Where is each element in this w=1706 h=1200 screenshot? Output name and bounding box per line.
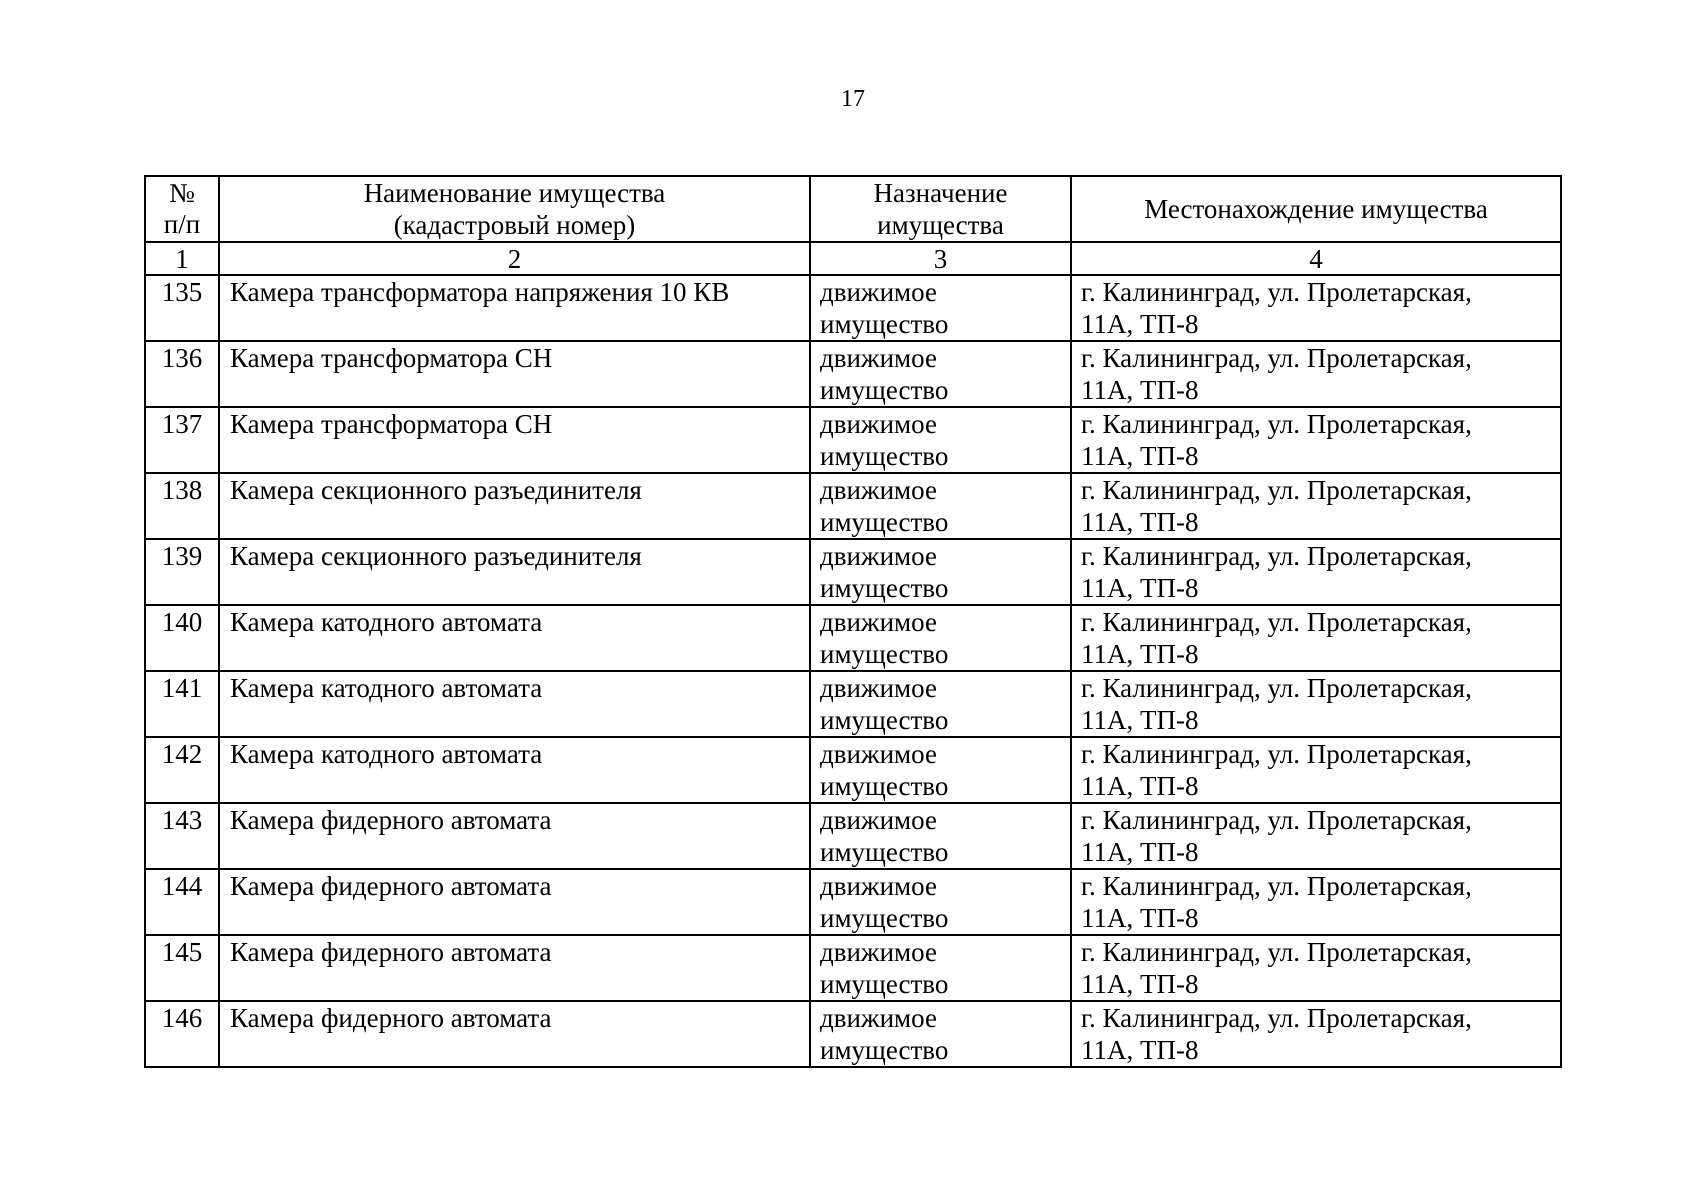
purpose-line2: имущество (820, 705, 949, 735)
purpose-line1: движимое (820, 871, 937, 901)
property-purpose (810, 341, 1071, 407)
property-purpose (810, 407, 1071, 473)
table-row (145, 803, 1561, 869)
property-name: Камера трансформатора напряжения 10 КВ (219, 275, 810, 341)
purpose-line1: движимое (820, 937, 937, 967)
table-row (145, 737, 1561, 803)
purpose-line2: имущество (820, 441, 949, 471)
location-line1: г. Калининград, ул. Пролетарская, (1081, 277, 1472, 307)
purpose-line1: движимое (820, 409, 937, 439)
property-name: Камера трансформатора СН (219, 407, 810, 473)
row-number: 135 (145, 275, 219, 341)
purpose-line1: движимое (820, 805, 937, 835)
row-number: 136 (145, 341, 219, 407)
table-row (145, 341, 1561, 407)
row-number: 142 (145, 737, 219, 803)
location-line2: 11А, ТП-8 (1081, 903, 1199, 933)
location-line1: г. Калининград, ул. Пролетарская, (1081, 871, 1472, 901)
table-row (145, 1001, 1561, 1067)
property-name: Камера секционного разъединителя (219, 473, 810, 539)
purpose-line2: имущество (820, 573, 949, 603)
purpose-line2: имущество (820, 771, 949, 801)
header-row (145, 176, 1561, 242)
header-name (219, 176, 810, 242)
purpose-line1: движимое (820, 541, 937, 571)
location-line1: г. Калининград, ул. Пролетарская, (1081, 541, 1472, 571)
property-location (1071, 407, 1561, 473)
property-location (1071, 605, 1561, 671)
header-number-line2: п/п (163, 209, 201, 239)
row-number: 140 (145, 605, 219, 671)
column-number-1: 1 (145, 242, 219, 275)
table-header (145, 176, 1561, 275)
property-purpose (810, 1001, 1071, 1067)
table-row (145, 407, 1561, 473)
property-name: Камера фидерного автомата (219, 869, 810, 935)
table-row (145, 671, 1561, 737)
property-table (144, 175, 1562, 1068)
location-line2: 11А, ТП-8 (1081, 837, 1199, 867)
row-number: 143 (145, 803, 219, 869)
header-purpose-line2: имущества (877, 210, 1004, 240)
row-number: 144 (145, 869, 219, 935)
property-purpose (810, 803, 1071, 869)
property-location (1071, 1001, 1561, 1067)
row-number: 141 (145, 671, 219, 737)
purpose-line2: имущество (820, 969, 949, 999)
property-location (1071, 869, 1561, 935)
location-line2: 11А, ТП-8 (1081, 771, 1199, 801)
column-number-4: 4 (1071, 242, 1561, 275)
purpose-line1: движимое (820, 739, 937, 769)
location-line2: 11А, ТП-8 (1081, 441, 1199, 471)
property-location (1071, 671, 1561, 737)
property-location (1071, 539, 1561, 605)
property-location (1071, 803, 1561, 869)
row-number: 145 (145, 935, 219, 1001)
location-line1: г. Калининград, ул. Пролетарская, (1081, 937, 1472, 967)
header-location: Местонахождение имущества (1071, 176, 1561, 242)
row-number: 137 (145, 407, 219, 473)
purpose-line1: движимое (820, 1003, 937, 1033)
property-purpose (810, 605, 1071, 671)
table-row (145, 473, 1561, 539)
page-number: 17 (841, 86, 865, 112)
property-name: Камера фидерного автомата (219, 935, 810, 1001)
table-row (145, 539, 1561, 605)
property-purpose (810, 935, 1071, 1001)
purpose-line1: движимое (820, 673, 937, 703)
location-line1: г. Калининград, ул. Пролетарская, (1081, 1003, 1472, 1033)
location-line2: 11А, ТП-8 (1081, 705, 1199, 735)
purpose-line1: движимое (820, 475, 937, 505)
column-number-row (145, 242, 1561, 275)
purpose-line2: имущество (820, 639, 949, 669)
property-location (1071, 935, 1561, 1001)
row-number: 138 (145, 473, 219, 539)
property-name: Камера фидерного автомата (219, 1001, 810, 1067)
row-number: 139 (145, 539, 219, 605)
location-line1: г. Калининград, ул. Пролетарская, (1081, 475, 1472, 505)
location-line2: 11А, ТП-8 (1081, 1035, 1199, 1065)
table-row (145, 605, 1561, 671)
table-row (145, 275, 1561, 341)
property-name: Камера секционного разъединителя (219, 539, 810, 605)
property-purpose (810, 539, 1071, 605)
location-line1: г. Калининград, ул. Пролетарская, (1081, 805, 1472, 835)
purpose-line2: имущество (820, 375, 949, 405)
purpose-line1: движимое (820, 607, 937, 637)
column-number-2: 2 (219, 242, 810, 275)
location-line1: г. Калининград, ул. Пролетарская, (1081, 409, 1472, 439)
property-purpose (810, 671, 1071, 737)
property-purpose (810, 473, 1071, 539)
header-name-line1: Наименование имущества (363, 178, 666, 208)
purpose-line2: имущество (820, 507, 949, 537)
property-name: Камера фидерного автомата (219, 803, 810, 869)
purpose-line1: движимое (820, 343, 937, 373)
property-name: Камера катодного автомата (219, 671, 810, 737)
header-purpose (810, 176, 1071, 242)
header-purpose-line1: Назначение (873, 178, 1008, 208)
purpose-line2: имущество (820, 1035, 949, 1065)
table-row (145, 869, 1561, 935)
row-number: 146 (145, 1001, 219, 1067)
location-line2: 11А, ТП-8 (1081, 507, 1199, 537)
table-row (145, 935, 1561, 1001)
purpose-line2: имущество (820, 903, 949, 933)
location-line2: 11А, ТП-8 (1081, 639, 1199, 669)
location-line1: г. Калининград, ул. Пролетарская, (1081, 739, 1472, 769)
property-name: Камера катодного автомата (219, 605, 810, 671)
property-name: Камера катодного автомата (219, 737, 810, 803)
purpose-line2: имущество (820, 837, 949, 867)
purpose-line2: имущество (820, 309, 949, 339)
property-location (1071, 275, 1561, 341)
property-purpose (810, 275, 1071, 341)
property-location (1071, 473, 1561, 539)
purpose-line1: движимое (820, 277, 937, 307)
column-number-3: 3 (810, 242, 1071, 275)
property-purpose (810, 869, 1071, 935)
table-body (145, 275, 1561, 1067)
property-location (1071, 341, 1561, 407)
property-name: Камера трансформатора СН (219, 341, 810, 407)
location-line2: 11А, ТП-8 (1081, 375, 1199, 405)
location-line2: 11А, ТП-8 (1081, 969, 1199, 999)
location-line1: г. Калининград, ул. Пролетарская, (1081, 673, 1472, 703)
location-line2: 11А, ТП-8 (1081, 573, 1199, 603)
location-line1: г. Калининград, ул. Пролетарская, (1081, 343, 1472, 373)
location-line2: 11А, ТП-8 (1081, 309, 1199, 339)
location-line1: г. Калининград, ул. Пролетарская, (1081, 607, 1472, 637)
header-name-line2: (кадастровый номер) (393, 210, 636, 240)
header-number-line1: № (169, 178, 195, 208)
property-purpose (810, 737, 1071, 803)
property-location (1071, 737, 1561, 803)
header-number (145, 176, 219, 242)
